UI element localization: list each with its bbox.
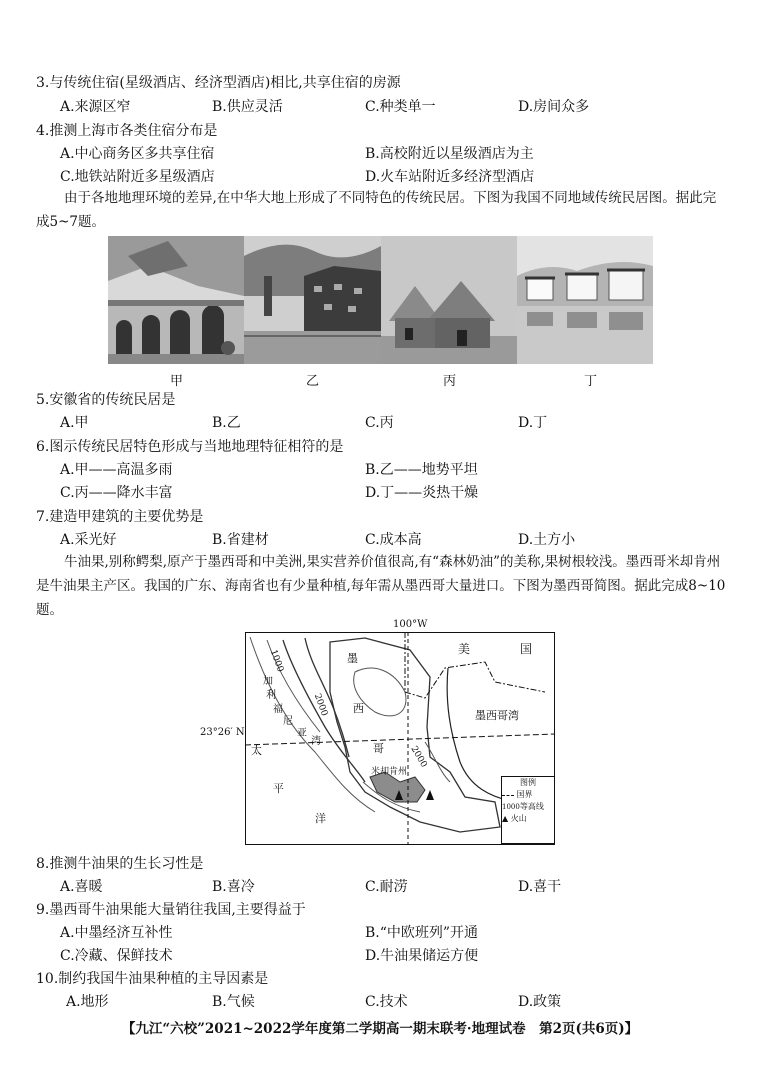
q3-option-c: C.种类单一	[365, 99, 436, 115]
q4-stem: 4.推测上海市各类住宿分布是	[36, 123, 218, 139]
q6-stem: 6.图示传统民居特色形成与当地地理特征相符的是	[36, 439, 344, 455]
legend-contour-value: 1000	[502, 803, 520, 811]
q8-option-c: C.耐涝	[365, 879, 408, 895]
q9-stem: 9.墨西哥牛油果能大量销往我国,主要得益于	[36, 902, 306, 918]
photo-label-ding: 丁	[584, 374, 598, 389]
q5-option-b: B.乙	[212, 415, 241, 431]
q3-option-b: B.供应灵活	[212, 99, 283, 115]
q5-option-a: A.甲	[60, 415, 89, 431]
map-label-gc-2: 利	[266, 690, 276, 701]
photo-ding	[517, 236, 653, 364]
q8-option-d: D.喜干	[518, 879, 562, 895]
q10-option-b: B.气候	[212, 994, 255, 1010]
contour-label-1000: 1000	[267, 648, 286, 674]
photo-yi	[244, 236, 381, 364]
q4-option-c: C.地铁站附近多星级酒店	[60, 169, 215, 185]
map-meridian-label: 100°W	[393, 619, 428, 630]
photo-jia	[108, 236, 244, 364]
q5-option-c: C.丙	[365, 415, 394, 431]
q5-stem: 5.安徽省的传统民居是	[36, 392, 176, 408]
map-label-gc-4: 尼	[283, 716, 293, 727]
map-parallel-label: 23°26′ N	[200, 727, 245, 738]
photo-label-yi: 乙	[306, 374, 320, 389]
photo-label-jia: 甲	[170, 374, 184, 389]
page-footer: 【九江“六校”2021~2022学年度第二学期高一期末联考·地理试卷 第2页(共6页)】	[121, 1021, 639, 1037]
map-label-pacific-2: 平	[273, 782, 284, 795]
q9-option-d: D.牛油果储运方便	[365, 948, 479, 964]
q10-option-a: A.地形	[66, 994, 109, 1010]
map-label-gulf: 墨西哥湾	[475, 709, 519, 722]
q4-option-b: B.高校附近以星级酒店为主	[365, 146, 534, 162]
map-label-michoacan: 米却肯州	[371, 767, 408, 777]
q8-option-b: B.喜冷	[212, 879, 255, 895]
map-label-gc-6: 湾	[311, 736, 321, 747]
passage-avocado: 牛油果,别称鳄梨,原产于墨西哥和中美洲,果实营养价值很高,有“森林奶油”的美称,果树根较浅。墨西哥米却肯州是牛油果主产区。我国的广东、海南省也有少量种植,每年需从墨西哥大量进口。下图为墨西哥简图。据此完成8~10题。	[36, 554, 726, 618]
map-label-gc-1: 加	[263, 676, 273, 687]
q4-option-a: A.中心商务区多共享住宿	[60, 146, 215, 162]
q10-option-c: C.技术	[365, 994, 408, 1010]
q7-stem: 7.建造甲建筑的主要优势是	[36, 509, 204, 525]
map-label-usa-2: 国	[520, 642, 533, 656]
q6-option-d: D.丁——炎热干燥	[365, 485, 479, 501]
q9-option-b: B.“中欧班列”开通	[365, 925, 479, 941]
q3-option-d: D.房间众多	[518, 99, 590, 115]
map-legend	[501, 776, 555, 844]
q7-option-d: D.土方小	[518, 532, 576, 548]
q7-option-c: C.成本高	[365, 532, 422, 548]
q6-option-b: B.乙——地势平坦	[365, 462, 478, 478]
q8-stem: 8.推测牛油果的生长习性是	[36, 856, 204, 872]
legend-volcano	[502, 813, 554, 825]
map-label-gc-5: 亚	[297, 728, 307, 739]
legend-title: 图例	[520, 778, 536, 787]
map-label-mx-3: 哥	[373, 742, 384, 755]
q9-option-c: C.冷藏、保鲜技术	[60, 948, 173, 964]
q9-option-a: A.中墨经济互补性	[60, 925, 173, 941]
q10-option-d: D.政策	[518, 994, 562, 1010]
mexico-map	[245, 632, 555, 845]
q4-option-d: D.火车站附近多经济型酒店	[365, 169, 535, 185]
q6-option-c: C.丙——降水丰富	[60, 485, 173, 501]
q10-stem: 10.制约我国牛油果种植的主导因素是	[36, 971, 269, 987]
legend-contour-label: 等高线	[519, 802, 544, 811]
q5-option-d: D.丁	[518, 415, 548, 431]
legend-border-label: 国界	[516, 790, 533, 799]
q7-option-b: B.省建材	[212, 532, 269, 548]
volcano-icon: ▲	[502, 814, 509, 823]
passage-dwellings: 由于各地地理环境的差异,在中华大地上形成了不同特色的传统民居。下图为我国不同地域传统民居图。据此完成5~7题。	[36, 190, 717, 230]
q7-option-a: A.采光好	[60, 532, 117, 548]
q6-option-a: A.甲——高温多雨	[60, 462, 173, 478]
map-label-usa: 美	[458, 642, 471, 656]
legend-contour	[502, 801, 554, 813]
contour-label-2000-b: 2000	[408, 744, 429, 770]
q3-option-a: A.来源区窄	[60, 99, 131, 115]
photo-bing	[381, 236, 517, 364]
map-label-mx-1: 墨	[347, 652, 358, 665]
legend-volcano-label: 火山	[510, 814, 527, 823]
map-label-pacific-1: 太	[251, 744, 262, 757]
contour-label-2000-a: 2000	[311, 692, 330, 718]
photo-label-bing: 丙	[443, 374, 457, 389]
legend-border	[502, 789, 554, 801]
map-label-mx-2: 西	[353, 702, 364, 715]
map-label-gc-3: 福	[273, 704, 283, 715]
q8-option-a: A.喜暖	[60, 879, 103, 895]
map-label-pacific-3: 洋	[315, 812, 326, 825]
q3-stem: 3.与传统住宿(星级酒店、经济型酒店)相比,共享住宿的房源	[36, 75, 401, 91]
